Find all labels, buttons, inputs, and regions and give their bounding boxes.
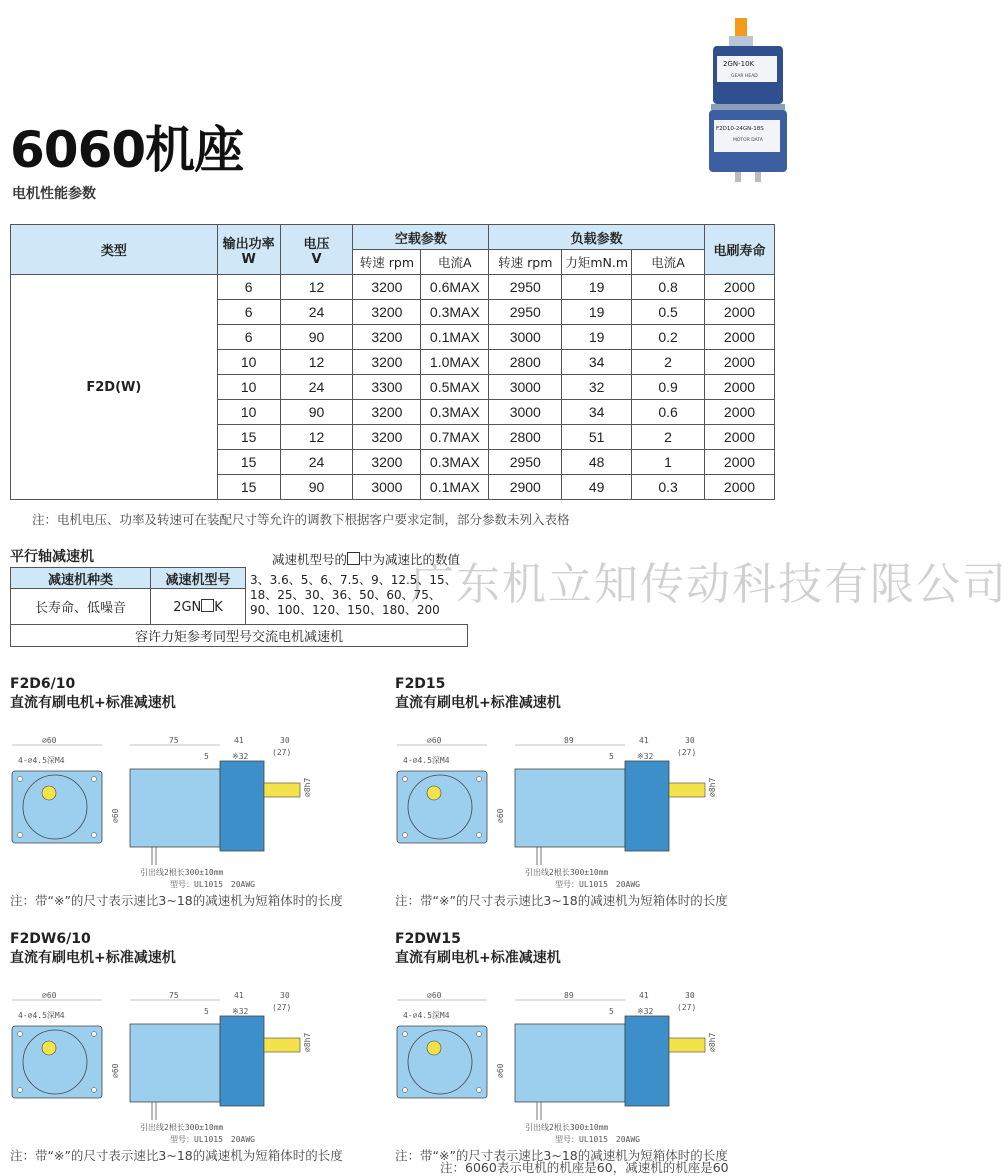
section-code: F2D15 bbox=[395, 676, 446, 692]
motor-label-text: F2D10-24GN-18S bbox=[716, 126, 764, 132]
dim-30: 30 bbox=[685, 736, 695, 745]
table-cell: 0.6 bbox=[632, 400, 705, 425]
spec-table bbox=[10, 224, 775, 500]
reducer-hint: 减速机型号的 中为减速比的数值 bbox=[272, 552, 461, 567]
section-desc: 直流有刷电机+标准减速机 bbox=[395, 695, 561, 711]
table-cell: 0.7MAX bbox=[421, 425, 489, 450]
table-cell: 12 bbox=[280, 350, 353, 375]
dim-41: 41 bbox=[234, 736, 244, 745]
section-note: 注：带“※”的尺寸表示速比3~18的减速机为短箱体时的长度 bbox=[395, 1148, 728, 1163]
table-cell: 3200 bbox=[353, 425, 421, 450]
table-cell: 0.3MAX bbox=[421, 450, 489, 475]
header-type: 类型 bbox=[11, 225, 218, 275]
dim-30: 30 bbox=[280, 736, 290, 745]
table-cell: 34 bbox=[562, 350, 632, 375]
table-cell: 2800 bbox=[489, 350, 562, 375]
table-cell: 24 bbox=[280, 375, 353, 400]
table-cell: 90 bbox=[280, 325, 353, 350]
section-code: F2D6/10 bbox=[10, 676, 76, 692]
dim-41: 41 bbox=[639, 736, 649, 745]
dimension-drawing bbox=[395, 731, 765, 901]
table-cell: 3200 bbox=[353, 450, 421, 475]
sub-header: 力矩mN.m bbox=[562, 250, 632, 275]
table-cell: 2950 bbox=[489, 450, 562, 475]
table-cell: 19 bbox=[562, 300, 632, 325]
table-cell: 1 bbox=[632, 450, 705, 475]
header-power: 输出功率 W bbox=[217, 225, 280, 275]
dim-shaft: ⌀8h7 bbox=[303, 777, 312, 797]
reducer-kind: 长寿命、低噪音 bbox=[11, 589, 151, 625]
reducer-table bbox=[10, 567, 468, 647]
table-cell: 0.3 bbox=[632, 475, 705, 500]
table-cell: 6 bbox=[217, 325, 280, 350]
table-cell: 19 bbox=[562, 275, 632, 300]
dim-side: ⌀60 bbox=[496, 808, 505, 823]
table-cell: 2000 bbox=[705, 325, 775, 350]
table-cell: 3200 bbox=[353, 350, 421, 375]
lead-text: 引出线2根长300±10mm bbox=[525, 1123, 609, 1132]
lead-text: 引出线2根长300±10mm bbox=[140, 1123, 224, 1132]
table-cell: 0.2 bbox=[632, 325, 705, 350]
table-cell: 3000 bbox=[353, 475, 421, 500]
dim-diameter: ⌀60 bbox=[42, 991, 57, 1000]
dim-5: 5 bbox=[609, 1007, 614, 1016]
table-cell: 1.0MAX bbox=[421, 350, 489, 375]
table-cell: 6 bbox=[217, 300, 280, 325]
table-cell: 0.1MAX bbox=[421, 325, 489, 350]
table-cell: 34 bbox=[562, 400, 632, 425]
section-note: 注：带“※”的尺寸表示速比3~18的减速机为短箱体时的长度 bbox=[10, 893, 343, 908]
dim-shaft: ⌀8h7 bbox=[303, 1032, 312, 1052]
table-cell: 0.9 bbox=[632, 375, 705, 400]
base-note: 注：6060表示电机的机座是60，减速机的机座是60 bbox=[440, 1160, 729, 1175]
dim-27: (27) bbox=[272, 748, 292, 757]
table-cell: 12 bbox=[280, 425, 353, 450]
header-life: 电刷寿命 bbox=[705, 225, 775, 275]
header-load: 负载参数 bbox=[489, 225, 705, 250]
wire-text: 型号：UL1015 20AWG bbox=[170, 880, 255, 889]
table-cell: 3000 bbox=[489, 325, 562, 350]
table-cell: 0.1MAX bbox=[421, 475, 489, 500]
dimension-drawing bbox=[395, 986, 765, 1156]
table-cell: 3000 bbox=[489, 400, 562, 425]
table-cell: 32 bbox=[562, 375, 632, 400]
table-cell: 10 bbox=[217, 350, 280, 375]
table-cell: 15 bbox=[217, 425, 280, 450]
dim-27: (27) bbox=[677, 748, 697, 757]
dimension-drawing bbox=[10, 986, 380, 1156]
table-cell: 10 bbox=[217, 400, 280, 425]
dim-length: 89 bbox=[564, 991, 574, 1000]
table-cell: 3200 bbox=[353, 325, 421, 350]
sub-header: 转速 rpm bbox=[353, 250, 421, 275]
table-cell: 2000 bbox=[705, 425, 775, 450]
sub-header: 转速 rpm bbox=[489, 250, 562, 275]
section-note: 注：带“※”的尺寸表示速比3~18的减速机为短箱体时的长度 bbox=[10, 1148, 343, 1163]
dim-5: 5 bbox=[609, 752, 614, 761]
table-cell: 0.3MAX bbox=[421, 400, 489, 425]
table-cell: 0.5MAX bbox=[421, 375, 489, 400]
dimension-drawing bbox=[10, 731, 380, 901]
table-cell: 0.6MAX bbox=[421, 275, 489, 300]
dim-30: 30 bbox=[685, 991, 695, 1000]
sub-header: 电流A bbox=[421, 250, 489, 275]
sub-header: 电流A bbox=[632, 250, 705, 275]
reducer-header-kind: 减速机种类 bbox=[11, 568, 151, 589]
drawing-section bbox=[10, 676, 390, 916]
table-cell: 2900 bbox=[489, 475, 562, 500]
drawing-section bbox=[10, 931, 390, 1171]
dim-5: 5 bbox=[204, 1007, 209, 1016]
dim-holes: 4-⌀4.5深M4 bbox=[18, 756, 65, 765]
dim-length: 89 bbox=[564, 736, 574, 745]
reducer-title: 平行轴减速机 bbox=[10, 549, 94, 565]
table-cell: 15 bbox=[217, 450, 280, 475]
table-cell: 0.3MAX bbox=[421, 300, 489, 325]
table-cell: 0.8 bbox=[632, 275, 705, 300]
page-title: 6060机座 bbox=[10, 121, 244, 179]
table-cell: 3300 bbox=[353, 375, 421, 400]
table-cell: 90 bbox=[280, 475, 353, 500]
reducer-header-model: 减速机型号 bbox=[151, 568, 246, 589]
wire-text: 型号：UL1015 20AWG bbox=[555, 1135, 640, 1144]
dim-side: ⌀60 bbox=[496, 1063, 505, 1078]
header-noload: 空载参数 bbox=[353, 225, 489, 250]
spec-table-body bbox=[11, 275, 775, 500]
table-cell: 12 bbox=[280, 275, 353, 300]
dim-side: ⌀60 bbox=[111, 1063, 120, 1078]
section-desc: 直流有刷电机+标准减速机 bbox=[395, 950, 561, 966]
table-cell: 19 bbox=[562, 325, 632, 350]
wire-text: 型号：UL1015 20AWG bbox=[555, 880, 640, 889]
table-cell: 3000 bbox=[489, 375, 562, 400]
table-cell: 90 bbox=[280, 400, 353, 425]
dim-length: 75 bbox=[169, 991, 179, 1000]
dim-32: ※32 bbox=[637, 752, 654, 761]
section-desc: 直流有刷电机+标准减速机 bbox=[10, 695, 176, 711]
dim-shaft: ⌀8h7 bbox=[708, 1032, 717, 1052]
company-watermark: 广东机立知传动科技有限公司 bbox=[410, 559, 1008, 610]
dim-32: ※32 bbox=[232, 752, 249, 761]
table-cell: 2000 bbox=[705, 350, 775, 375]
spec-note: 注：电机电压、功率及转速可在装配尺寸等允许的调教下根据客户要求定制，部分参数未列入表格 bbox=[32, 512, 570, 527]
dim-32: ※32 bbox=[232, 1007, 249, 1016]
table-cell: 15 bbox=[217, 475, 280, 500]
motor-sub-text: MOTOR DATA bbox=[733, 138, 763, 143]
dim-holes: 4-⌀4.5深M4 bbox=[403, 1011, 450, 1020]
table-cell: 2000 bbox=[705, 450, 775, 475]
table-cell: 2 bbox=[632, 425, 705, 450]
section-desc: 直流有刷电机+标准减速机 bbox=[10, 950, 176, 966]
lead-text: 引出线2根长300±10mm bbox=[525, 868, 609, 877]
section-code: F2DW6/10 bbox=[10, 931, 91, 947]
drawing-section bbox=[395, 931, 775, 1171]
table-cell: 2000 bbox=[705, 275, 775, 300]
dim-holes: 4-⌀4.5深M4 bbox=[403, 756, 450, 765]
table-cell: 0.5 bbox=[632, 300, 705, 325]
gear-label-text: 2GN-10K bbox=[723, 60, 755, 68]
lead-text: 引出线2根长300±10mm bbox=[140, 868, 224, 877]
type-cell: F2D(W) bbox=[11, 275, 218, 500]
reducer-footer: 容许力矩参考同型号交流电机减速机 bbox=[11, 625, 468, 647]
table-cell: 2950 bbox=[489, 300, 562, 325]
table-cell: 2000 bbox=[705, 375, 775, 400]
dim-27: (27) bbox=[272, 1003, 292, 1012]
table-cell: 2000 bbox=[705, 475, 775, 500]
table-cell: 51 bbox=[562, 425, 632, 450]
section-code: F2DW15 bbox=[395, 931, 461, 947]
table-cell: 24 bbox=[280, 450, 353, 475]
drawing-section bbox=[395, 676, 775, 916]
dim-diameter: ⌀60 bbox=[42, 736, 57, 745]
reducer-model: 2GN K bbox=[151, 589, 246, 625]
table-cell: 48 bbox=[562, 450, 632, 475]
dim-30: 30 bbox=[280, 991, 290, 1000]
table-cell: 3200 bbox=[353, 275, 421, 300]
dim-32: ※32 bbox=[637, 1007, 654, 1016]
motor-product-image bbox=[705, 14, 790, 184]
reducer-ratios: 3、3.6、5、6、7.5、9、12.5、15、18、25、30、36、50、60、75、90、100、120、150、180、200 bbox=[246, 568, 468, 625]
table-cell: 24 bbox=[280, 300, 353, 325]
header-voltage: 电压 V bbox=[280, 225, 353, 275]
section-note: 注：带“※”的尺寸表示速比3~18的减速机为短箱体时的长度 bbox=[395, 893, 728, 908]
table-cell: 2950 bbox=[489, 275, 562, 300]
table-cell: 2 bbox=[632, 350, 705, 375]
table-cell: 2000 bbox=[705, 400, 775, 425]
table-cell: 3200 bbox=[353, 400, 421, 425]
table-cell: 49 bbox=[562, 475, 632, 500]
page-subtitle: 电机性能参数 bbox=[12, 186, 96, 202]
dim-diameter: ⌀60 bbox=[427, 991, 442, 1000]
dim-shaft: ⌀8h7 bbox=[708, 777, 717, 797]
dim-27: (27) bbox=[677, 1003, 697, 1012]
dim-41: 41 bbox=[639, 991, 649, 1000]
table-cell: 6 bbox=[217, 275, 280, 300]
dim-length: 75 bbox=[169, 736, 179, 745]
wire-text: 型号：UL1015 20AWG bbox=[170, 1135, 255, 1144]
table-cell: 2000 bbox=[705, 300, 775, 325]
gear-sub-text: GEAR HEAD bbox=[731, 74, 758, 79]
table-cell: 10 bbox=[217, 375, 280, 400]
dim-diameter: ⌀60 bbox=[427, 736, 442, 745]
dim-5: 5 bbox=[204, 752, 209, 761]
table-row bbox=[11, 275, 775, 300]
dim-holes: 4-⌀4.5深M4 bbox=[18, 1011, 65, 1020]
table-cell: 2800 bbox=[489, 425, 562, 450]
dim-side: ⌀60 bbox=[111, 808, 120, 823]
table-cell: 3200 bbox=[353, 300, 421, 325]
dim-41: 41 bbox=[234, 991, 244, 1000]
